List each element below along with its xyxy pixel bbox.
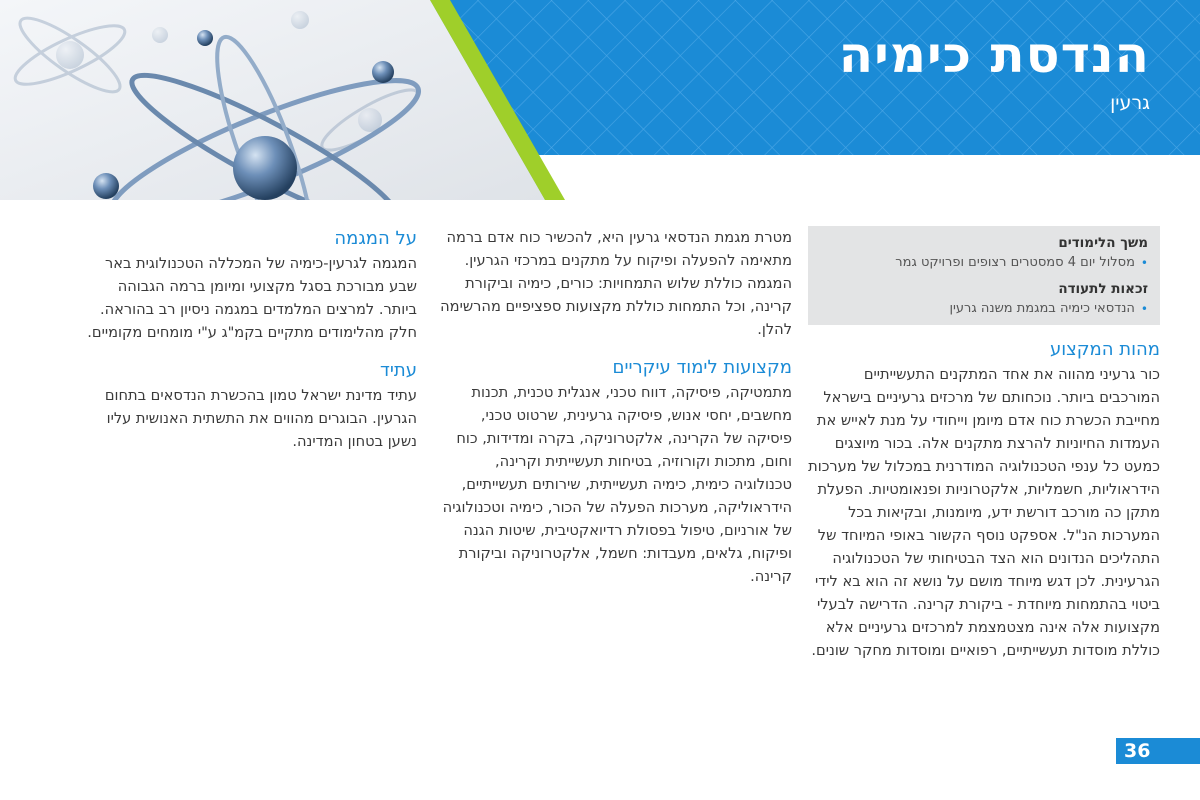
page-number: 36 bbox=[1116, 738, 1200, 764]
info-item-text: מסלול יום 4 סמסטרים רצופים ופרויקט גמר bbox=[895, 255, 1135, 270]
section-heading-about: על המגמה bbox=[334, 228, 417, 249]
info-title: זכאות לתעודה bbox=[1058, 281, 1148, 297]
middle-column bbox=[440, 226, 792, 588]
bullet-icon: • bbox=[1140, 302, 1148, 316]
info-item bbox=[820, 299, 1148, 319]
section-heading-nature: מהות המקצוע bbox=[1049, 339, 1160, 360]
page-subtitle: גרעין bbox=[1110, 92, 1150, 114]
info-box bbox=[808, 226, 1160, 325]
bullet-icon: • bbox=[1140, 256, 1148, 270]
left-column bbox=[75, 226, 417, 453]
section-heading-future: עתיד bbox=[380, 360, 417, 381]
section-text-nature: כור גרעיני מהווה את אחד המתקנים התעשייתיים המורכבים ביותר. נוכחותם של מרכזים גרעיניים בישראל מחייבת הכשרת כוח אדם מיומן וייחודי על מנת לאייש את העמדות החיוניות להרצת מתקנים אלה. בכור מיוצגים כמעט כל ענפי הטכנולוגיה המודרנית במכלול של מערכות הידראוליות, חשמליות, אלקטרוניות ופנאומטיות. הפעלת מתקן כה מורכב דורשת ידע, מיומנות, ובקיאות בכל המערכות הנ"ל. אספקט נוסף הקשור באופי המיוחד של התהליכים הנדונים הוא הצד הבטיחותי של הטכנולוגיה הגרעינית. לכן דגש מיוחד מושם על נושא זה הוא בא לידי ביטוי בהתמחות מיוחדת - ביקורת קרינה. הדרישה לבעלי מקצועות אלה אינה מצטמצמת למרכזים גרעיניים אלא כוללת מוסדות תעשייתיים, רפואיים ומוסדות מחקר שונים. bbox=[808, 366, 1160, 659]
section-text-about: המגמה לגרעין-כימיה של המכללה הטכנולוגית באר שבע מבורכת בסגל מקצועי ומיומן ברמה הגבוהה ביותר. למרצים המלמדים במגמה ניסיון רב בהוראה. חלק מהלימודים מתקיים בקמ"ג ע"י מומחים מקומיים. bbox=[87, 255, 417, 341]
page-title: הנדסת כימיה bbox=[838, 26, 1150, 84]
info-group-certificate bbox=[820, 279, 1148, 319]
info-item bbox=[820, 253, 1148, 273]
info-group-duration bbox=[820, 233, 1148, 273]
section-text-future: עתיד מדינת ישראל טמון בהכשרת הנדסאים בתחום הגרעין. הבוגרים מהווים את התשתית האנושית עליו נשען בטחון המדינה. bbox=[104, 387, 417, 450]
header-banner bbox=[0, 0, 1200, 200]
section-text-subjects: מתמטיקה, פיסיקה, דווח טכני, אנגלית טכנית, תכנות מחשבים, יחסי אנוש, פיסיקה גרעינית, שרטוט טכני, פיסיקה של הקרינה, אלקטרוניקה, בקרה ומדידות, כוח וחום, מתכות וקורוזיה, בטיחות תעשייתית וקרינה, טכנולוגיה כימית, כימיה תעשייתית, שירותים תעשייתיים, הידראוליקה, מערכות הפעלה של הכור, כימיה וטכנולוגיה של אורניום, טיפול בפסולת רדיואקטיבית, שיטות הגנה ופיקוח, גלאים, מעבדות: חשמל, אלקטרוניקה וביקורת קרינה. bbox=[442, 384, 792, 585]
intro-text: מטרת מגמת הנדסאי גרעין היא, להכשיר כוח אדם ברמה מתאימה להפעלה ופיקוח על מתקנים במרכזי הגרעין. המגמה כוללת שלוש התמחויות: כורים, כימיה וביקורת קרינה, וכל התמחות כוללת מקצועות ספציפיים מהרשימה להלן. bbox=[440, 229, 792, 338]
info-title: משך הלימודים bbox=[1058, 235, 1148, 251]
info-item-text: הנדסאי כימיה במגמת משנה גרעין bbox=[949, 301, 1135, 316]
right-column bbox=[808, 226, 1160, 662]
section-heading-subjects: מקצועות לימוד עיקריים bbox=[612, 357, 792, 378]
